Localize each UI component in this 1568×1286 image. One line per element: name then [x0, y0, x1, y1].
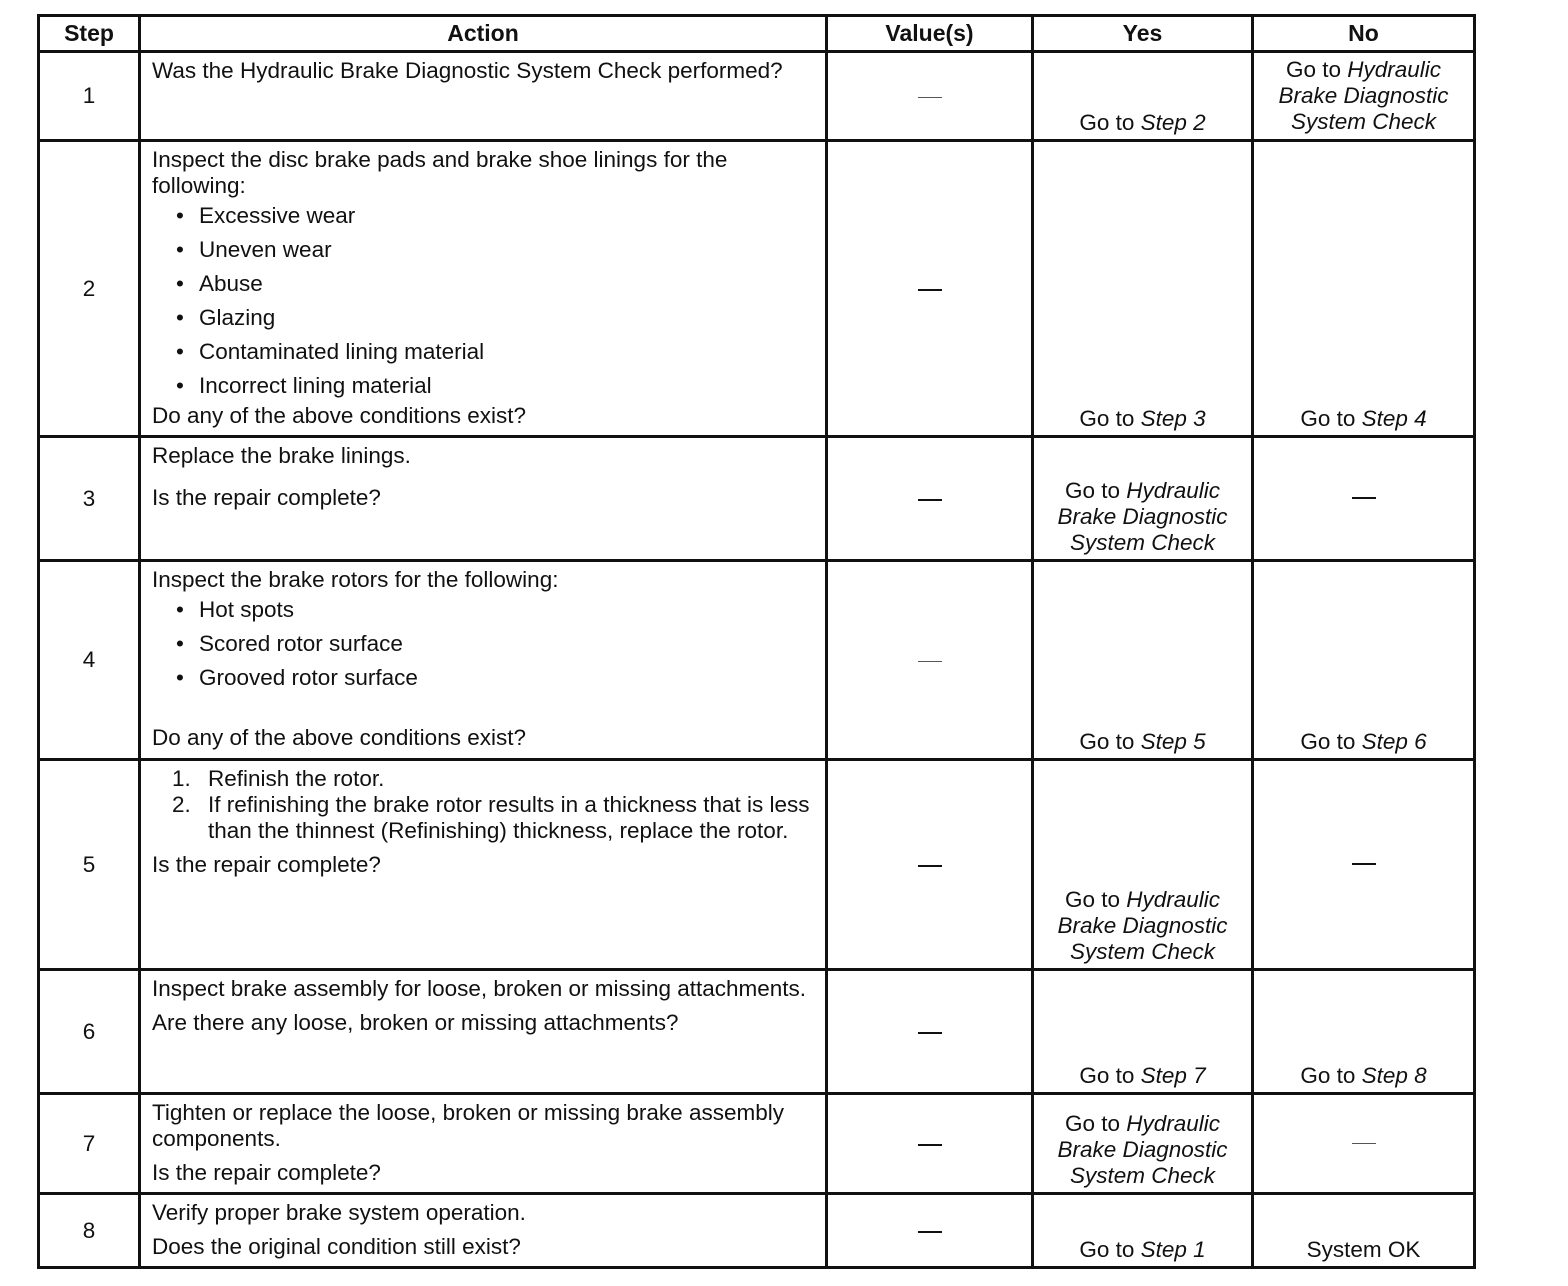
step-number: 5 — [39, 760, 140, 970]
action-cell — [140, 561, 827, 760]
condition-list — [152, 593, 817, 695]
value-cell — [827, 970, 1033, 1094]
header-action: Action — [140, 16, 827, 52]
action-cell — [140, 760, 827, 970]
hydraulic-check-link[interactable]: System Check — [1069, 939, 1216, 964]
no-cell — [1253, 1194, 1475, 1268]
go-to-label: Go to — [1064, 1111, 1120, 1136]
action-cell — [140, 970, 827, 1094]
list-item: • Hot spots — [176, 593, 817, 627]
dash-mark — [1352, 497, 1376, 499]
hydraulic-check-link[interactable]: Brake Diagnostic — [1278, 83, 1449, 108]
go-to-label: Go to — [1079, 729, 1135, 754]
step-number: 8 — [39, 1194, 140, 1268]
hydraulic-check-link[interactable]: Hydraulic — [1126, 478, 1221, 503]
dash-mark — [918, 289, 942, 291]
action-text: Tighten or replace the loose, broken or missing brake assembly components. — [152, 1100, 784, 1151]
value-cell — [827, 760, 1033, 970]
value-cell — [827, 437, 1033, 561]
item-number: 1. — [172, 766, 191, 791]
dash-mark — [918, 499, 942, 501]
action-cell — [140, 1094, 827, 1194]
header-no: No — [1253, 16, 1475, 52]
action-question: Do any of the above conditions exist? — [152, 403, 526, 428]
dash-mark — [918, 1144, 942, 1146]
action-question: Is the repair complete? — [152, 1160, 381, 1185]
diagnostic-table — [37, 14, 1476, 1269]
list-item: • Glazing — [176, 301, 817, 335]
go-to-label: Go to — [1064, 478, 1120, 503]
table-row — [39, 141, 1475, 437]
value-cell — [827, 52, 1033, 141]
list-item — [172, 766, 817, 792]
hydraulic-check-link[interactable]: Brake Diagnostic — [1057, 1137, 1228, 1162]
step-link[interactable]: Step 7 — [1140, 1063, 1206, 1088]
step-number: 3 — [39, 437, 140, 561]
yes-cell — [1033, 141, 1253, 437]
step-link[interactable]: Step 4 — [1361, 406, 1427, 431]
list-item: • Grooved rotor surface — [176, 661, 817, 695]
list-item: • Scored rotor surface — [176, 627, 817, 661]
item-number: 2. — [172, 792, 191, 817]
list-item: • Incorrect lining material — [176, 369, 817, 403]
yes-cell — [1033, 970, 1253, 1094]
step-link[interactable]: Step 8 — [1361, 1063, 1427, 1088]
item-text: If refinishing the brake rotor results in a thickness that is less than the thinnest (Refinishing) thickness, replace the rotor. — [208, 792, 810, 843]
numbered-list — [152, 766, 817, 844]
no-cell — [1253, 1094, 1475, 1194]
item-text: Refinish the rotor. — [208, 766, 385, 791]
hydraulic-check-link[interactable]: Hydraulic — [1126, 1111, 1221, 1136]
no-cell — [1253, 760, 1475, 970]
value-cell — [827, 1194, 1033, 1268]
action-intro: Inspect the disc brake pads and brake shoe linings for the following: — [152, 147, 728, 198]
action-question: Does the original condition still exist? — [152, 1234, 521, 1259]
table-row — [39, 437, 1475, 561]
action-question: Are there any loose, broken or missing attachments? — [152, 1010, 679, 1035]
dash-mark — [918, 1231, 942, 1233]
no-cell — [1253, 561, 1475, 760]
action-cell — [140, 52, 827, 141]
table-row — [39, 52, 1475, 141]
go-to-label: Go to — [1300, 406, 1356, 431]
go-to-label: Go to — [1079, 1063, 1135, 1088]
action-question: Is the repair complete? — [152, 852, 381, 877]
dash-mark — [918, 97, 942, 98]
dash-mark — [1352, 1143, 1376, 1144]
yes-cell — [1033, 1094, 1253, 1194]
header-values: Value(s) — [827, 16, 1033, 52]
header-yes: Yes — [1033, 16, 1253, 52]
action-question: Is the repair complete? — [152, 485, 381, 510]
step-link[interactable]: Step 3 — [1140, 406, 1206, 431]
condition-list — [152, 199, 817, 403]
action-text: Was the Hydraulic Brake Diagnostic System Check performed? — [152, 58, 783, 83]
go-to-label: Go to — [1300, 1063, 1356, 1088]
dash-mark — [918, 661, 942, 662]
yes-cell — [1033, 561, 1253, 760]
table-row — [39, 1094, 1475, 1194]
list-item — [172, 792, 817, 844]
no-cell — [1253, 437, 1475, 561]
action-text: Inspect brake assembly for loose, broken or missing attachments. — [152, 976, 807, 1001]
yes-cell — [1033, 1194, 1253, 1268]
step-number: 6 — [39, 970, 140, 1094]
step-number: 4 — [39, 561, 140, 760]
header-step: Step — [39, 16, 140, 52]
hydraulic-check-link[interactable]: System Check — [1069, 530, 1216, 555]
yes-cell — [1033, 760, 1253, 970]
hydraulic-check-link[interactable]: Hydraulic — [1347, 57, 1442, 82]
step-link[interactable]: Step 5 — [1140, 729, 1206, 754]
go-to-label: Go to — [1079, 110, 1135, 135]
dash-mark — [918, 865, 942, 867]
yes-cell — [1033, 52, 1253, 141]
dash-mark — [918, 1032, 942, 1034]
step-link[interactable]: Step 2 — [1140, 110, 1206, 135]
step-number: 1 — [39, 52, 140, 141]
action-cell — [140, 141, 827, 437]
hydraulic-check-link[interactable]: Brake Diagnostic — [1057, 913, 1228, 938]
hydraulic-check-link[interactable]: System Check — [1069, 1163, 1216, 1188]
yes-cell — [1033, 437, 1253, 561]
go-to-label: Go to — [1079, 1237, 1135, 1262]
value-cell — [827, 1094, 1033, 1194]
no-cell — [1253, 141, 1475, 437]
action-cell — [140, 1194, 827, 1268]
step-number: 7 — [39, 1094, 140, 1194]
table-row — [39, 561, 1475, 760]
go-to-label: Go to — [1285, 57, 1341, 82]
action-cell — [140, 437, 827, 561]
header-row — [39, 16, 1475, 52]
system-ok-text: System OK — [1306, 1237, 1421, 1262]
hydraulic-check-link[interactable]: Brake Diagnostic — [1057, 504, 1228, 529]
dash-mark — [1352, 863, 1376, 865]
list-item: • Uneven wear — [176, 233, 817, 267]
value-cell — [827, 561, 1033, 760]
action-text: Replace the brake linings. — [152, 443, 411, 468]
table-row — [39, 760, 1475, 970]
table-row — [39, 1194, 1475, 1268]
list-item: • Excessive wear — [176, 199, 817, 233]
step-number: 2 — [39, 141, 140, 437]
go-to-label: Go to — [1064, 887, 1120, 912]
table-row — [39, 970, 1475, 1094]
action-question: Do any of the above conditions exist? — [152, 725, 526, 750]
list-item: • Abuse — [176, 267, 817, 301]
action-text: Verify proper brake system operation. — [152, 1200, 526, 1225]
go-to-label: Go to — [1300, 729, 1356, 754]
go-to-label: Go to — [1079, 406, 1135, 431]
hydraulic-check-link[interactable]: System Check — [1290, 109, 1437, 134]
value-cell — [827, 141, 1033, 437]
step-link[interactable]: Step 6 — [1361, 729, 1427, 754]
step-link[interactable]: Step 1 — [1140, 1237, 1206, 1262]
action-intro: Inspect the brake rotors for the following: — [152, 567, 559, 592]
list-item: • Contaminated lining material — [176, 335, 817, 369]
no-cell — [1253, 52, 1475, 141]
hydraulic-check-link[interactable]: Hydraulic — [1126, 887, 1221, 912]
no-cell — [1253, 970, 1475, 1094]
